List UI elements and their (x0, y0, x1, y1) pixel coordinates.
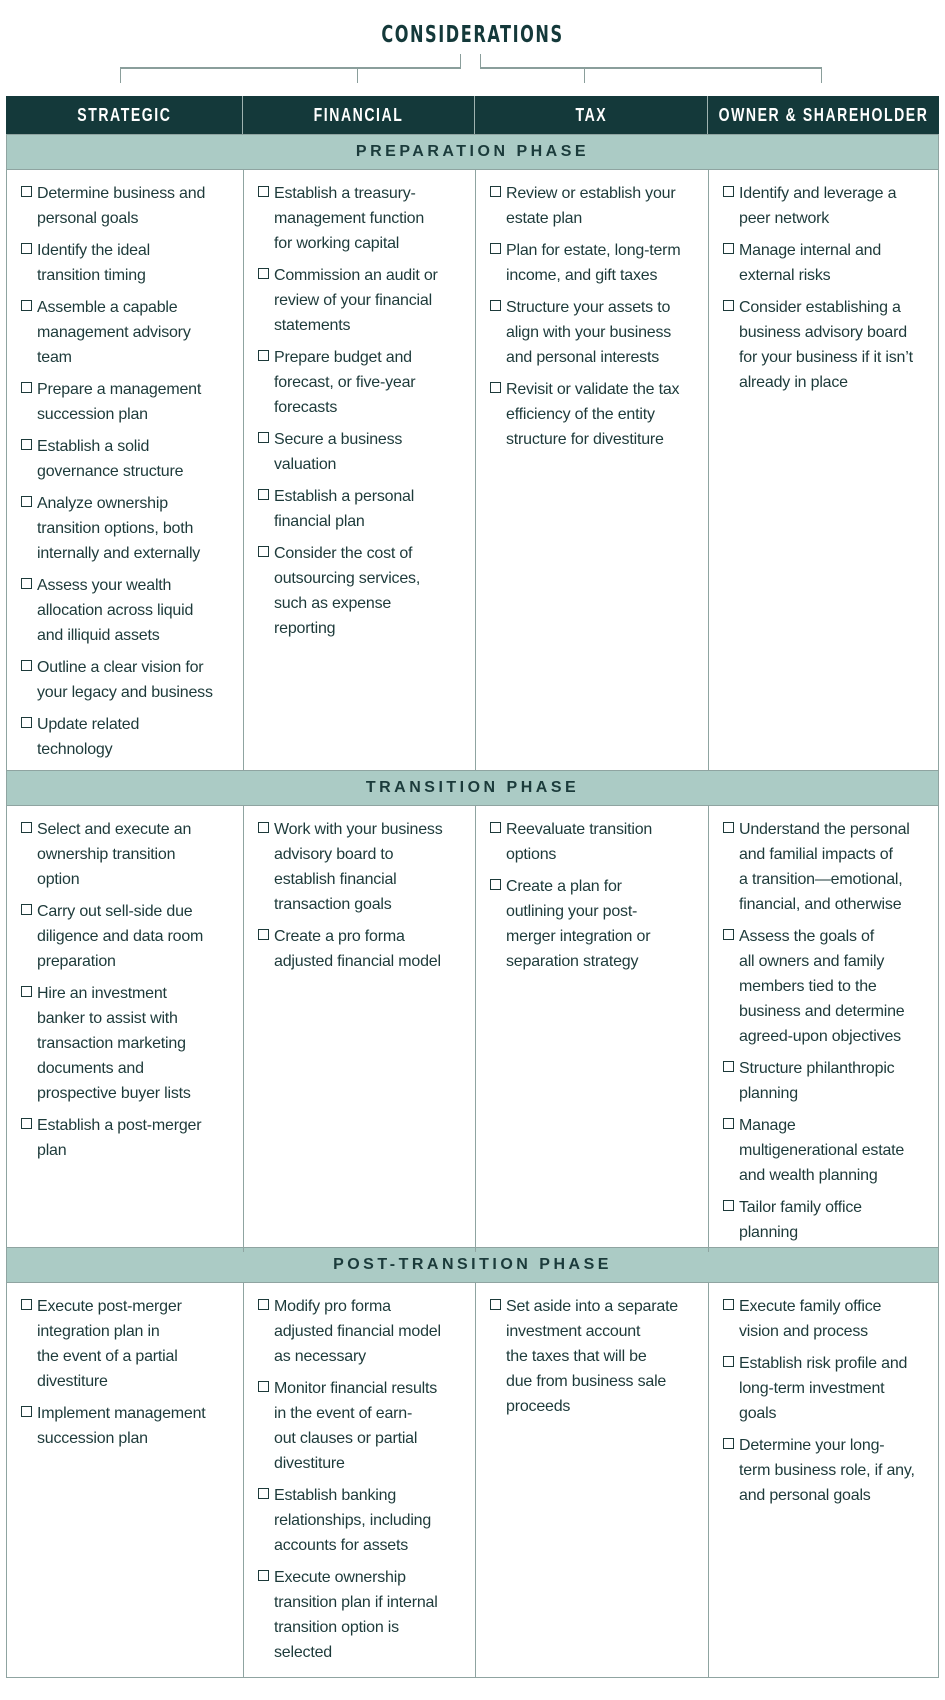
checklist-item-text: Prepare budget and (274, 349, 412, 366)
phase-band-post-transition: POST-TRANSITION PHASE (6, 1247, 939, 1283)
column-header-strategic: STRATEGIC (76, 104, 172, 125)
phase-body-preparation (6, 170, 939, 770)
checkbox-icon[interactable] (21, 382, 32, 393)
checklist-item-text: structure for divestiture (506, 431, 664, 448)
checkbox-icon[interactable] (723, 1299, 734, 1310)
checklist-item-text: adjusted financial model (274, 1323, 441, 1340)
checklist-item-text: and personal goals (739, 1487, 871, 1504)
checklist-item-text: team (37, 349, 72, 366)
cell-financial (243, 1283, 475, 1677)
connector-tick-owner (821, 67, 822, 83)
checklist-item-text: transaction marketing (37, 1035, 186, 1052)
checklist-item (258, 924, 469, 974)
checklist-item-text: financial, and otherwise (739, 896, 902, 913)
checklist-item-text: Establish a personal (274, 488, 415, 505)
checklist-item-text: and illiquid assets (37, 627, 160, 644)
checklist-item-text: Secure a business (274, 431, 403, 448)
checkbox-icon[interactable] (723, 1061, 734, 1072)
checklist-item-text: planning (739, 1085, 798, 1102)
phase-band-transition: TRANSITION PHASE (6, 770, 939, 806)
checklist-item-text: personal goals (37, 210, 139, 227)
checklist-item (21, 1294, 237, 1394)
checklist-item-text: Establish a solid (37, 438, 150, 455)
checklist-item (21, 295, 237, 370)
checkbox-icon[interactable] (723, 822, 734, 833)
checklist-item-text: relationships, including (274, 1512, 432, 1529)
checklist-item-text: Establish a post-merger (37, 1117, 202, 1134)
checklist-item-text: Create a pro forma (274, 928, 405, 945)
checkbox-icon[interactable] (21, 186, 32, 197)
checklist-item (258, 427, 469, 477)
checkbox-icon[interactable] (490, 382, 501, 393)
checklist-item (21, 1401, 237, 1451)
checklist-item-text: forecasts (274, 399, 338, 416)
checklist-item-text: Establish banking (274, 1487, 397, 1504)
checklist-item-text: Establish a treasury- (274, 185, 416, 202)
checklist-item-text: diligence and data room (37, 928, 204, 945)
column-header-tax: TAX (474, 96, 707, 134)
checklist-item-text: Work with your business (274, 821, 443, 838)
checklist-item-text: banker to assist with (37, 1010, 178, 1027)
checklist-item-text: Plan for estate, long-term (506, 242, 681, 259)
checklist-item-text: and personal interests (506, 349, 660, 366)
checklist-item-text: external risks (739, 267, 831, 284)
checklist-item-text: adjusted financial model (274, 953, 441, 970)
checkbox-icon[interactable] (21, 822, 32, 833)
checklist-item-text: forecast, or five-year (274, 374, 416, 391)
checklist-item-text: all owners and family (739, 953, 885, 970)
checklist-item (490, 874, 702, 974)
checklist-item-text: Analyze ownership (37, 495, 168, 512)
checklist-item-text: proceeds (506, 1398, 571, 1415)
checklist-item-text: planning (739, 1224, 798, 1241)
checklist-item-text: governance structure (37, 463, 184, 480)
checklist-item (723, 295, 934, 395)
checkbox-icon[interactable] (258, 350, 269, 361)
checklist-item-text: out clauses or partial (274, 1430, 418, 1447)
checkbox-icon[interactable] (258, 546, 269, 557)
checklist-item-text: transition timing (37, 267, 146, 284)
checklist-item-text: and familial impacts of (739, 846, 893, 863)
checklist-item (490, 295, 702, 370)
checklist-item-text: Manage internal and (739, 242, 882, 259)
checklist-item-text: divestiture (274, 1455, 345, 1472)
checklist-item-text: Commission an audit or (274, 267, 438, 284)
checklist-item-text: multigenerational estate (739, 1142, 905, 1159)
checklist-item-text: goals (739, 1405, 777, 1422)
checklist-item-text: Assess the goals of (739, 928, 874, 945)
checklist-item-text: Manage (739, 1117, 796, 1134)
checklist-item (723, 817, 934, 917)
checklist-item-text: plan (37, 1142, 67, 1159)
considerations-table (6, 96, 939, 1678)
checklist-item-text: peer network (739, 210, 830, 227)
checklist-item-text: divestiture (37, 1373, 108, 1390)
checklist-item (723, 181, 934, 231)
checklist-item-text: review of your financial (274, 292, 432, 309)
connector-right-stem (480, 54, 481, 68)
checkbox-icon[interactable] (258, 1381, 269, 1392)
checklist-item (258, 1483, 469, 1558)
checkbox-icon[interactable] (258, 432, 269, 443)
checklist-item-text: Implement management (37, 1405, 206, 1422)
checklist-item-text: the event of a partial (37, 1348, 178, 1365)
checklist-item-text: advisory board to (274, 846, 394, 863)
checklist-item-text: Understand the personal (739, 821, 910, 838)
checklist-item-text: accounts for assets (274, 1537, 409, 1554)
checkbox-icon[interactable] (490, 300, 501, 311)
checklist-item (490, 238, 702, 288)
checkbox-icon[interactable] (21, 1118, 32, 1129)
cell-tax (475, 170, 708, 770)
cell-financial (243, 170, 475, 770)
checklist-item (21, 712, 237, 762)
checklist-item-text: Tailor family office (739, 1199, 862, 1216)
checklist-item-text: Consider the cost of (274, 545, 413, 562)
checklist-item (21, 573, 237, 648)
checklist-item (21, 434, 237, 484)
checklist-item-text: Identify the ideal (37, 242, 150, 259)
checklist-item-text: technology (37, 741, 113, 758)
checklist-item (21, 655, 237, 705)
checklist-item-text: already in place (739, 374, 848, 391)
checkbox-icon[interactable] (258, 186, 269, 197)
checklist-item-text: in the event of earn- (274, 1405, 413, 1422)
checklist-item-text: reporting (274, 620, 336, 637)
checklist-item-text: Set aside into a separate (506, 1298, 679, 1315)
checklist-item-text: Reevaluate transition (506, 821, 653, 838)
checkbox-icon[interactable] (258, 1570, 269, 1581)
checkbox-icon[interactable] (490, 879, 501, 890)
checklist-item (723, 1113, 934, 1188)
checklist-item (490, 817, 702, 867)
phase-body-post-transition (6, 1283, 939, 1678)
checkbox-icon[interactable] (21, 717, 32, 728)
checklist-item-text: Establish risk profile and (739, 1355, 908, 1372)
checklist-item-text: Assess your wealth (37, 577, 172, 594)
checkbox-icon[interactable] (258, 268, 269, 279)
checklist-item-text: term business role, if any, (739, 1462, 915, 1479)
checklist-item (258, 817, 469, 917)
checklist-item-text: option (37, 871, 80, 888)
checklist-item (258, 181, 469, 256)
checklist-item-text: investment account (506, 1323, 641, 1340)
checklist-item (723, 924, 934, 1049)
checklist-item-text: Revisit or validate the tax (506, 381, 680, 398)
checklist-item-text: efficiency of the entity (506, 406, 655, 423)
checkbox-icon[interactable] (723, 300, 734, 311)
checkbox-icon[interactable] (21, 1406, 32, 1417)
checklist-item (21, 377, 237, 427)
cell-financial (243, 806, 475, 1252)
checklist-item-text: business and determine (739, 1003, 905, 1020)
checkbox-icon[interactable] (490, 243, 501, 254)
checklist-item-text: transition options, both (37, 520, 194, 537)
checklist-item-text: for your business if it isn’t (739, 349, 913, 366)
checklist-item-text: separation strategy (506, 953, 639, 970)
checkbox-icon[interactable] (723, 1356, 734, 1367)
checklist-item (490, 377, 702, 452)
checkbox-icon[interactable] (258, 1299, 269, 1310)
checklist-item-text: merger integration or (506, 928, 651, 945)
checklist-item-text: business advisory board (739, 324, 907, 341)
checklist-item (21, 491, 237, 566)
checklist-item (723, 1056, 934, 1106)
checklist-item-text: income, and gift taxes (506, 267, 658, 284)
checkbox-icon[interactable] (723, 243, 734, 254)
checklist-item-text: Consider establishing a (739, 299, 901, 316)
checklist-item (723, 1351, 934, 1426)
checklist-item-text: documents and (37, 1060, 144, 1077)
checklist-item-text: options (506, 846, 557, 863)
checklist-item (258, 541, 469, 641)
checklist-item-text: management advisory (37, 324, 191, 341)
checklist-item-text: Review or establish your (506, 185, 676, 202)
checkbox-icon[interactable] (723, 1200, 734, 1211)
checkbox-icon[interactable] (723, 1438, 734, 1449)
checklist-item-text: allocation across liquid (37, 602, 194, 619)
checklist-item-text: establish financial (274, 871, 397, 888)
checklist-item-text: vision and process (739, 1323, 868, 1340)
connector-right-bar (480, 67, 822, 69)
checkbox-icon[interactable] (21, 904, 32, 915)
checklist-item-text: Execute post-merger (37, 1298, 182, 1315)
checklist-item-text: for working capital (274, 235, 400, 252)
checklist-item-text: Carry out sell-side due (37, 903, 193, 920)
checklist-item (21, 899, 237, 974)
checklist-item-text: Assemble a capable (37, 299, 178, 316)
checkbox-icon[interactable] (723, 1118, 734, 1129)
checklist-item-text: Determine business and (37, 185, 206, 202)
cell-owner-shareholder (708, 806, 940, 1252)
checklist-item-text: transaction goals (274, 896, 392, 913)
cell-owner-shareholder (708, 1283, 940, 1677)
checkbox-icon[interactable] (21, 986, 32, 997)
cell-strategic (7, 170, 243, 770)
checklist-item-text: and wealth planning (739, 1167, 878, 1184)
checklist-item (258, 1565, 469, 1665)
checklist-item-text: agreed-upon objectives (739, 1028, 901, 1045)
cell-owner-shareholder (708, 170, 940, 770)
checklist-item (723, 1433, 934, 1508)
checklist-item-text: prospective buyer lists (37, 1085, 191, 1102)
checklist-item-text: financial plan (274, 513, 365, 530)
checkbox-icon[interactable] (258, 1488, 269, 1499)
connector-tick-tax (584, 67, 585, 83)
checklist-item-text: transition option is (274, 1619, 399, 1636)
connector-left-stem (460, 54, 461, 68)
checklist-item-text: Modify pro forma (274, 1298, 391, 1315)
checklist-item-text: as necessary (274, 1348, 366, 1365)
checklist-item-text: Update related (37, 716, 140, 733)
checklist-item (21, 181, 237, 231)
checkbox-icon[interactable] (490, 1299, 501, 1310)
checklist-item-text: outsourcing services, (274, 570, 421, 587)
cell-strategic (7, 1283, 243, 1677)
checklist-item-text: your legacy and business (37, 684, 213, 701)
checklist-item-text: management function (274, 210, 425, 227)
checklist-item (723, 1294, 934, 1344)
checklist-item-text: Determine your long- (739, 1437, 885, 1454)
cell-strategic (7, 806, 243, 1252)
column-header-financial: FINANCIAL (242, 96, 474, 134)
cell-tax (475, 806, 708, 1252)
checkbox-icon[interactable] (21, 243, 32, 254)
checkbox-icon[interactable] (490, 186, 501, 197)
checklist-item-text: align with your business (506, 324, 672, 341)
checklist-item (490, 181, 702, 231)
checkbox-icon[interactable] (21, 496, 32, 507)
checklist-item-text: members tied to the (739, 978, 877, 995)
checklist-item-text: selected (274, 1644, 332, 1661)
checklist-item-text: Select and execute an (37, 821, 192, 838)
checklist-item-text: Structure philanthropic (739, 1060, 895, 1077)
checklist-item (21, 981, 237, 1106)
checklist-item-text: Monitor financial results (274, 1380, 438, 1397)
checklist-item-text: Execute ownership (274, 1569, 406, 1586)
cell-tax (475, 1283, 708, 1677)
checklist-item-text: Execute family office (739, 1298, 882, 1315)
phase-band-preparation: PREPARATION PHASE (6, 134, 939, 170)
checklist-item-text: a transition—emotional, (739, 871, 903, 888)
checklist-item (723, 1195, 934, 1245)
checklist-item (490, 1294, 702, 1419)
checklist-item-text: due from business sale (506, 1373, 667, 1390)
checkbox-icon[interactable] (723, 929, 734, 940)
checklist-item (258, 345, 469, 420)
checkbox-icon[interactable] (21, 439, 32, 450)
connector-tick-financial (357, 67, 358, 83)
checklist-item-text: succession plan (37, 1430, 148, 1447)
checklist-item (258, 1294, 469, 1369)
checklist-item-text: estate plan (506, 210, 583, 227)
checkbox-icon[interactable] (490, 822, 501, 833)
column-header-owner-shareholder: OWNER & SHAREHOLDER (707, 96, 939, 134)
checkbox-icon[interactable] (258, 489, 269, 500)
checkbox-icon[interactable] (258, 929, 269, 940)
checklist-item-text: transition plan if internal (274, 1594, 438, 1611)
checklist-item-text: integration plan in (37, 1323, 160, 1340)
phase-body-transition (6, 806, 939, 1247)
checkbox-icon[interactable] (21, 300, 32, 311)
checkbox-icon[interactable] (21, 1299, 32, 1310)
checklist-item-text: Identify and leverage a (739, 185, 897, 202)
checklist-item-text: long-term investment (739, 1380, 885, 1397)
checklist-item-text: ownership transition (37, 846, 176, 863)
checklist-item (258, 263, 469, 338)
checkbox-icon[interactable] (21, 660, 32, 671)
checklist-item-text: preparation (37, 953, 116, 970)
checkbox-icon[interactable] (258, 822, 269, 833)
checklist-item-text: Create a plan for (506, 878, 622, 895)
checklist-item-text: Prepare a management (37, 381, 202, 398)
checklist-item-text: such as expense (274, 595, 392, 612)
checklist-item (723, 238, 934, 288)
connector-left-bar (120, 67, 461, 69)
checklist-item (258, 1376, 469, 1476)
checklist-item-text: Structure your assets to (506, 299, 671, 316)
checklist-item-text: internally and externally (37, 545, 201, 562)
checklist-item-text: Hire an investment (37, 985, 167, 1002)
checklist-item-text: Outline a clear vision for (37, 659, 204, 676)
checklist-item-text: valuation (274, 456, 337, 473)
checklist-item-text: statements (274, 317, 351, 334)
checklist-item-text: outlining your post- (506, 903, 638, 920)
checklist-item-text: the taxes that will be (506, 1348, 647, 1365)
checkbox-icon[interactable] (723, 186, 734, 197)
checklist-item (21, 817, 237, 892)
connector-tick-strategic (120, 67, 121, 83)
diagram-title: CONSIDERATIONS (381, 22, 564, 48)
checklist-item (21, 1113, 237, 1163)
column-header-row (6, 96, 939, 134)
checklist-item (258, 484, 469, 534)
checklist-item-text: succession plan (37, 406, 148, 423)
checklist-item (21, 238, 237, 288)
checkbox-icon[interactable] (21, 578, 32, 589)
